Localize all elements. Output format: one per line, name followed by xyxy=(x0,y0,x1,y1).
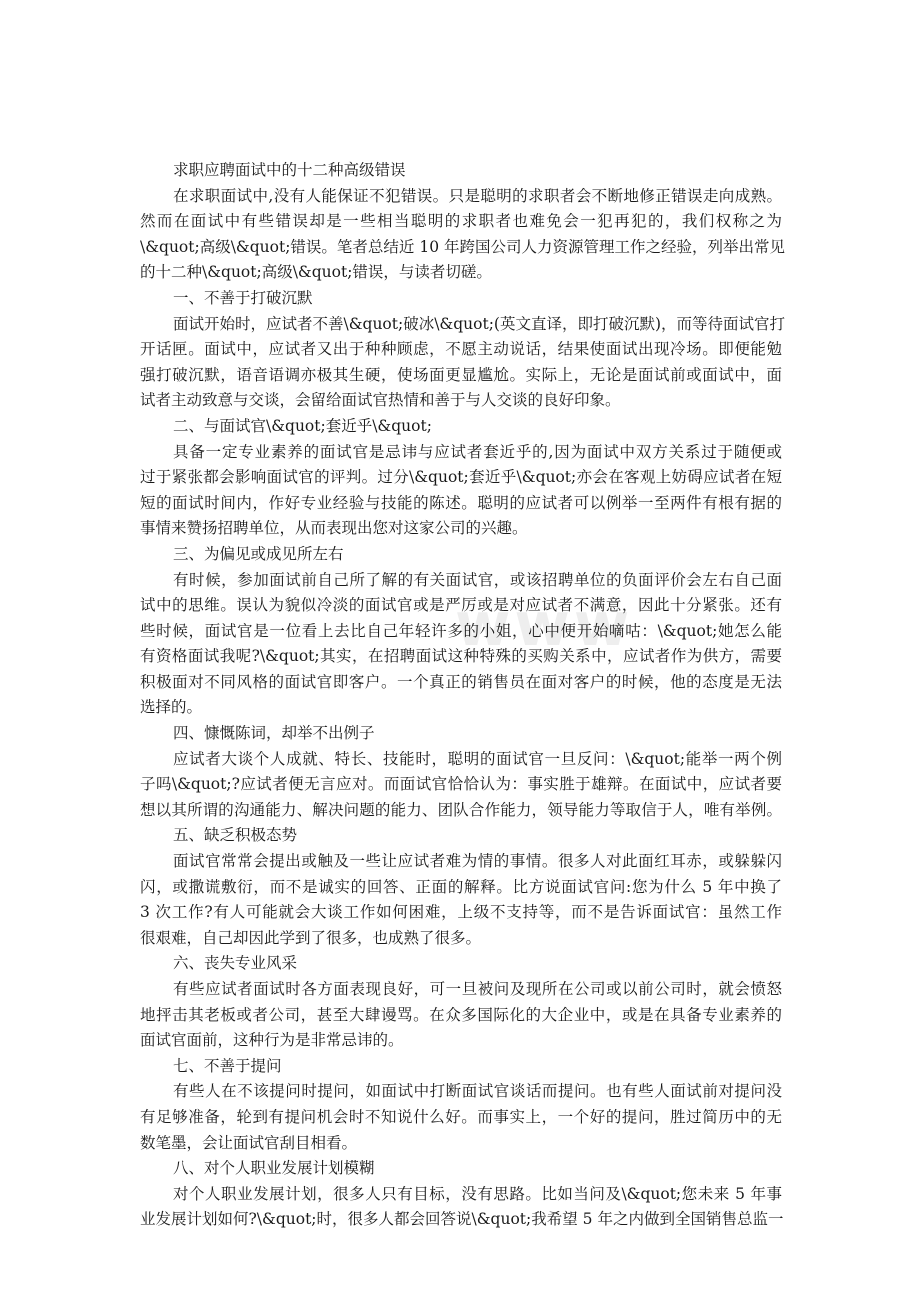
paragraph-line: 开话匣。面试中，应试者又出于种种顾虑，不愿主动说话，结果使面试出现冷场。即便能勉 xyxy=(140,340,782,359)
paragraph-line: 有资格面试我呢?\&quot;其实，在招聘面试这种特殊的买购关系中，应试者作为供方，需要 xyxy=(140,647,782,666)
paragraph-line: 些时候，面试官是一位看上去比自己年轻许多的小姐，心中便开始嘀咕：\&quot;她怎么能 xyxy=(140,621,782,640)
section-heading: 七、不善于提问 xyxy=(173,1056,282,1075)
watermark: www xyxy=(455,590,634,661)
paragraph-line: 子吗\&quot;?应试者便无言应对。而面试官恰恰认为：事实胜于雄辩。在面试中，应试者要 xyxy=(140,775,782,794)
article-title: 求职应聘面试中的十二种高级错误 xyxy=(173,161,406,179)
paragraph-line: 闪，或撒谎敷衍，而不是诚实的回答、正面的解释。比方说面试官问:您为什么 5 年中换了 xyxy=(140,877,782,896)
paragraph-line: 短的面试时间内，作好专业经验与技能的陈述。聪明的应试者可以例举一至两件有根有据的 xyxy=(140,493,782,512)
paragraph-line: 试者主动致意与交谈，会留给面试官热情和善于与人交谈的良好印象。 xyxy=(140,391,621,410)
paragraph-line: 过于紧张都会影响面试官的评判。过分\&quot;套近乎\&quot;亦会在客观上妨碍应试者在短 xyxy=(140,468,782,487)
paragraph-line: 有时候，参加面试前自己所了解的有关面试官，或该招聘单位的负面评价会左右自己面 xyxy=(173,570,782,589)
paragraph-line: 选择的。 xyxy=(140,698,203,717)
paragraph-line: 积极面对不同风格的面试官即客户。一个真正的销售员在面对客户的时候，他的态度是无法 xyxy=(140,672,782,691)
section-heading: 六、丧失专业风采 xyxy=(173,954,298,973)
section-heading: 二、与面试官\&quot;套近乎\&quot; xyxy=(173,416,432,435)
section-heading: 一、不善于打破沉默 xyxy=(173,288,313,307)
paragraph-line: 事情来赞扬招聘单位，从而表现出您对这家公司的兴趣。 xyxy=(140,519,528,538)
section-heading: 八、对个人职业发展计划模糊 xyxy=(173,1159,375,1178)
section-heading: 三、为偏见或成见所左右 xyxy=(173,544,344,563)
section-heading: 四、慷慨陈词，却举不出例子 xyxy=(173,724,375,743)
paragraph-line: 应试者大谈个人成就、特长、技能时，聪明的面试官一旦反问：\&quot;能举一两个例 xyxy=(173,749,782,768)
paragraph-line: 试中的思维。误认为貌似冷淡的面试官或是严厉或是对应试者不满意，因此十分紧张。还有 xyxy=(140,596,782,615)
paragraph-line: 对个人职业发展计划，很多人只有目标，没有思路。比如当问及\&quot;您未来 5 年事 xyxy=(173,1184,782,1203)
paragraph-line: 地抨击其老板或者公司，甚至大肆谩骂。在众多国际化的大企业中，或是在具备专业素养的 xyxy=(140,1005,782,1024)
paragraph-line: 有些人在不该提问时提问，如面试中打断面试官谈话而提问。也有些人面试前对提问没 xyxy=(173,1082,782,1101)
paragraph-line: 有些应试者面试时各方面表现良好，可一旦被问及现所在公司或以前公司时，就会愤怒 xyxy=(173,980,782,998)
paragraph-line: 业发展计划如何?\&quot;时，很多人都会回答说\&quot;我希望 5 年之内做到全国销售总监一 xyxy=(140,1210,784,1229)
paragraph-line: 面试开始时，应试者不善\&quot;破冰\&quot;(英文直译，即打破沉默)，而等待面试官打 xyxy=(173,314,786,333)
paragraph-line: 在求职面试中,没有人能保证不犯错误。只是聪明的求职者会不断地修正错误走向成熟。 xyxy=(173,186,782,205)
paragraph-line: 然而在面试中有些错误却是一些相当聪明的求职者也难免会一犯再犯的，我们权称之为 xyxy=(140,212,782,231)
paragraph-line: 面试官常常会提出或触及一些让应试者难为情的事情。很多人对此面红耳赤，或躲躲闪 xyxy=(173,852,782,871)
paragraph-line: 有足够准备，轮到有提问机会时不知说什么好。而事实上，一个好的提问，胜过简历中的无 xyxy=(140,1107,782,1126)
paragraph-line: 面试官面前，这种行为是非常忌讳的。 xyxy=(140,1031,404,1050)
paragraph-line: 具备一定专业素养的面试官是忌讳与应试者套近乎的,因为面试中双方关系过于随便或 xyxy=(173,442,782,461)
paragraph-line: 的十二种\&quot;高级\&quot;错误，与读者切磋。 xyxy=(140,263,492,282)
paragraph-line: 数笔墨，会让面试官刮目相看。 xyxy=(140,1133,358,1152)
article-body xyxy=(140,158,786,1233)
paragraph-line: 很艰难，自己却因此学到了很多，也成熟了很多。 xyxy=(140,928,482,947)
paragraph-line: 想以其所谓的沟通能力、解决问题的能力、团队合作能力，领导能力等取信于人，唯有举例。 xyxy=(140,800,782,819)
paragraph-line: 3 次工作?有人可能就会大谈工作如何困难，上级不支持等，而不是告诉面试官：虽然工作 xyxy=(140,903,782,922)
section-heading: 五、缺乏积极态势 xyxy=(173,826,298,845)
paragraph-line: \&quot;高级\&quot;错误。笔者总结近 10 年跨国公司人力资源管理工作之经验，列举出常见 xyxy=(140,237,785,256)
paragraph-line: 强打破沉默，语音语调亦极其生硬，使场面更显尴尬。实际上，无论是面试前或面试中，面 xyxy=(140,365,782,384)
